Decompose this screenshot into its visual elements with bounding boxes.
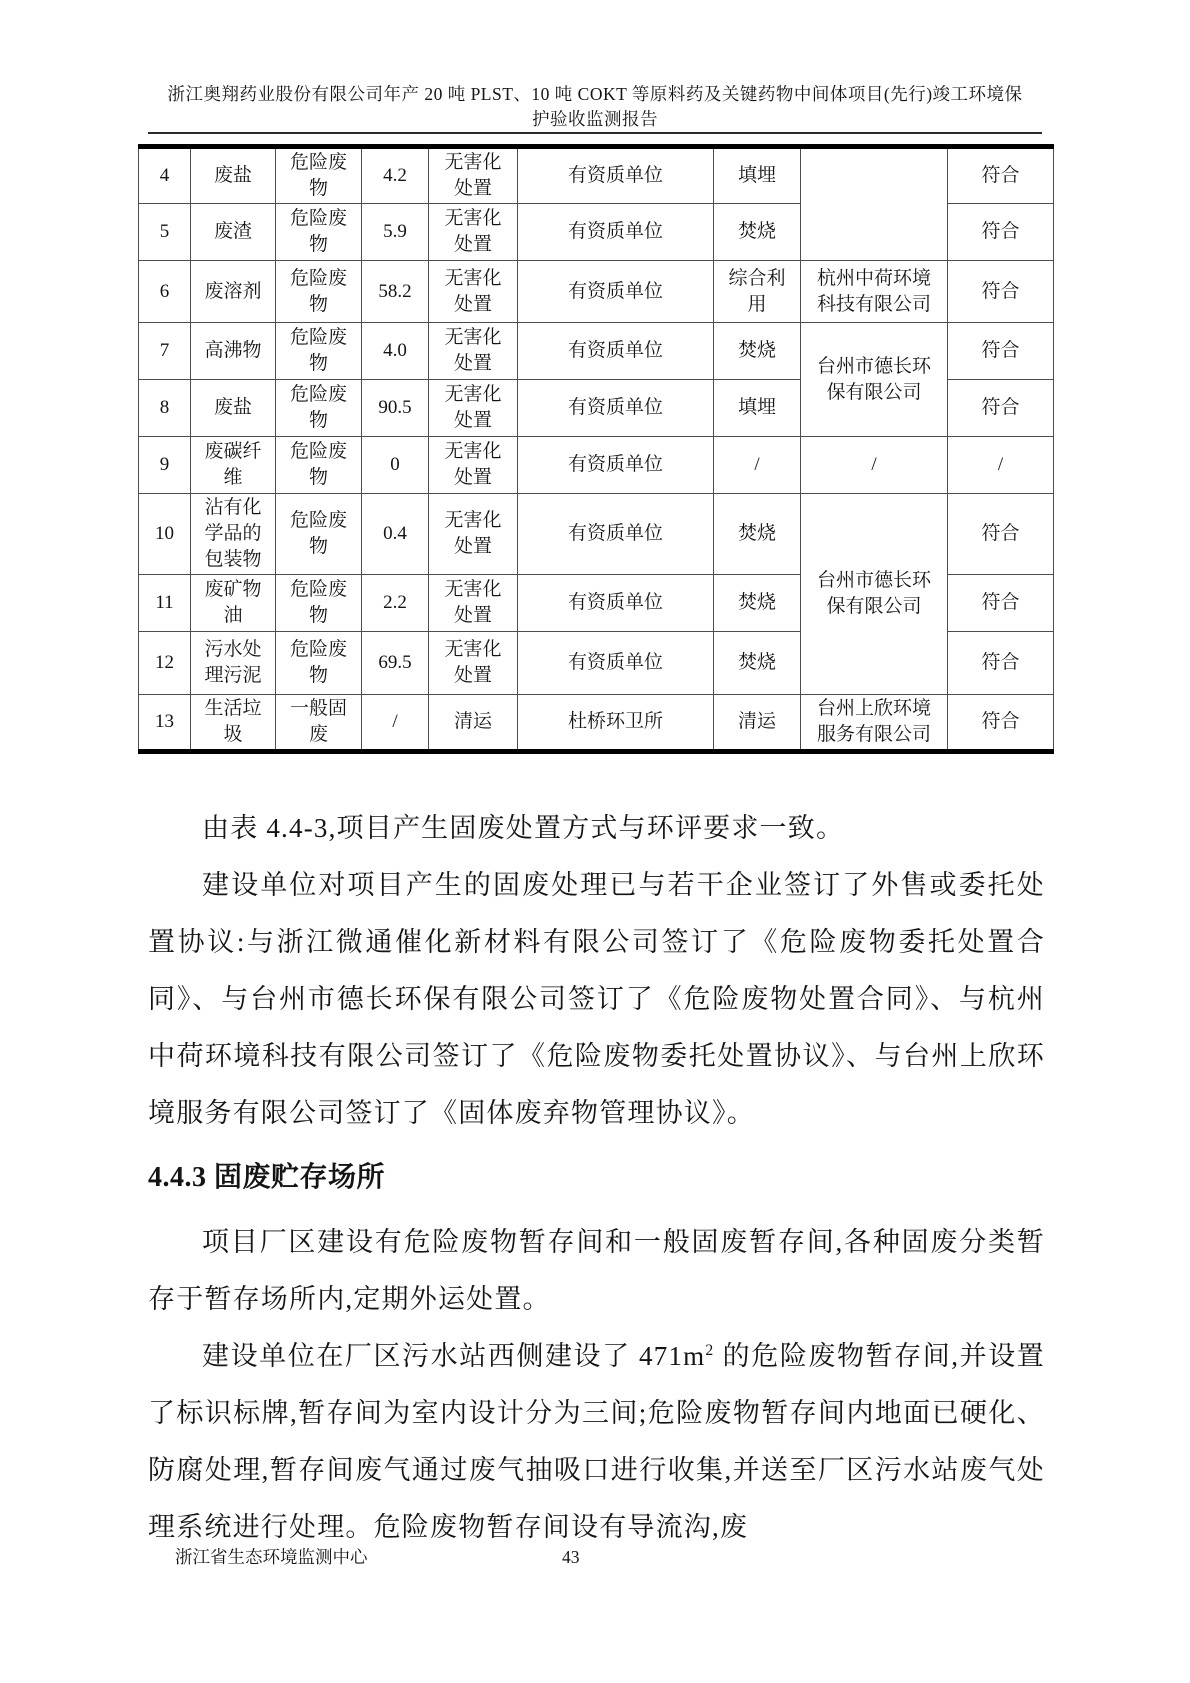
table-cell: 4.0	[362, 323, 429, 380]
table-cell: /	[801, 437, 948, 494]
table-cell: 符合	[948, 323, 1054, 380]
table-cell: 符合	[948, 632, 1054, 695]
table-cell: 焚烧	[714, 323, 801, 380]
table-cell: 杭州中荷环境科技有限公司	[801, 261, 948, 323]
table-cell: 10	[139, 494, 191, 575]
table-cell: 12	[139, 632, 191, 695]
table-cell: 9	[139, 437, 191, 494]
table-cell: 危险废物	[276, 261, 362, 323]
footer-organization: 浙江省生态环境监测中心	[175, 1547, 368, 1567]
table-cell: 杜桥环卫所	[518, 695, 714, 752]
header-rule	[148, 132, 1042, 134]
table-cell: 58.2	[362, 261, 429, 323]
table-cell: 无害化处置	[429, 494, 518, 575]
table-cell: 危险废物	[276, 632, 362, 695]
report-title: 浙江奥翔药业股份有限公司年产 20 吨 PLST、10 吨 COKT 等原料药及关键药物中间体项目(先行)竣工环境保护验收监测报告	[167, 84, 1023, 129]
table-cell: 废渣	[191, 204, 276, 261]
table-cell: 台州市德长环保有限公司	[801, 323, 948, 437]
table-cell: 危险废物	[276, 494, 362, 575]
table-cell: 符合	[948, 380, 1054, 437]
table-cell: 无害化处置	[429, 261, 518, 323]
table-cell: 有资质单位	[518, 323, 714, 380]
table-cell: 4	[139, 147, 191, 204]
table-row	[139, 147, 1054, 204]
table-cell: 4.2	[362, 147, 429, 204]
table-cell: 符合	[948, 494, 1054, 575]
table-cell: 有资质单位	[518, 261, 714, 323]
table-cell: 危险废物	[276, 204, 362, 261]
table-cell: 填埋	[714, 380, 801, 437]
table-cell: 2.2	[362, 575, 429, 632]
table-cell: 废矿物油	[191, 575, 276, 632]
table-cell	[801, 147, 948, 261]
body-paragraph: 建设单位在厂区污水站西侧建设了 $471m^2$ 的危险废物暂存间,并设置了标识标牌,暂存间为室内设计分为三间;危险废物暂存间内地面已硬化、防腐处理,暂存间废气通过废气抽吸口进行收集,并送至厂区污水站废气处理系统进行处理。危险废物暂存间设有导流沟,废	[148, 1341, 1045, 1542]
table-cell: 0	[362, 437, 429, 494]
table-cell: 沾有化学品的包装物	[191, 494, 276, 575]
table-cell: 无害化处置	[429, 575, 518, 632]
table-cell: 90.5	[362, 380, 429, 437]
table-cell: 有资质单位	[518, 632, 714, 695]
table-cell: 危险废物	[276, 380, 362, 437]
table-cell: 清运	[429, 695, 518, 752]
table-cell: 台州上欣环境服务有限公司	[801, 695, 948, 752]
body-paragraph: 建设单位对项目产生的固废处理已与若干企业签订了外售或委托处置协议:与浙江微通催化新材料有限公司签订了《危险废物委托处置合同》、与台州市德长环保有限公司签订了《危险废物处置合同》、与杭州中荷环境科技有限公司签订了《危险废物委托处置协议》、与台州上欣环境服务有限公司签订了《固体废弃物管理协议》。	[148, 870, 1045, 1128]
table-cell: 有资质单位	[518, 575, 714, 632]
table-cell: 有资质单位	[518, 494, 714, 575]
table-cell: 5.9	[362, 204, 429, 261]
table-cell: 5	[139, 204, 191, 261]
table-cell: 无害化处置	[429, 380, 518, 437]
table-cell: 69.5	[362, 632, 429, 695]
body-paragraph: 由表 4.4-3,项目产生固废处置方式与环评要求一致。	[202, 813, 845, 843]
table-cell: 高沸物	[191, 323, 276, 380]
table-cell: 符合	[948, 204, 1054, 261]
table-cell: 台州市德长环保有限公司	[801, 494, 948, 695]
body-paragraph: 项目厂区建设有危险废物暂存间和一般固废暂存间,各种固废分类暂存于暂存场所内,定期外运处置。	[148, 1227, 1045, 1314]
table-cell: 污水处理污泥	[191, 632, 276, 695]
table-cell: 危险废物	[276, 323, 362, 380]
table-cell: 8	[139, 380, 191, 437]
table-cell: 符合	[948, 261, 1054, 323]
table-cell: 有资质单位	[518, 380, 714, 437]
table-row	[139, 261, 1054, 323]
table-cell: 7	[139, 323, 191, 380]
page-header	[0, 0, 1190, 132]
table-row	[139, 695, 1054, 752]
table-cell: 13	[139, 695, 191, 752]
table-cell: 废盐	[191, 147, 276, 204]
table-cell: 6	[139, 261, 191, 323]
table-cell: 焚烧	[714, 575, 801, 632]
table-cell: /	[362, 695, 429, 752]
solid-waste-disposal-table	[138, 144, 1054, 754]
table-cell: /	[714, 437, 801, 494]
table-cell: 符合	[948, 695, 1054, 752]
footer-page-number: 43	[562, 1547, 580, 1567]
table-cell: 废碳纤维	[191, 437, 276, 494]
table-cell: 综合利用	[714, 261, 801, 323]
table-cell: 危险废物	[276, 437, 362, 494]
section-heading: 4.4.3 固废贮存场所	[148, 1162, 386, 1193]
document-body	[148, 800, 1045, 1556]
table-cell: 废盐	[191, 380, 276, 437]
table-cell: 焚烧	[714, 632, 801, 695]
table-cell: 危险废物	[276, 147, 362, 204]
table-cell: 危险废物	[276, 575, 362, 632]
table-cell: 符合	[948, 575, 1054, 632]
table-row	[139, 437, 1054, 494]
table-cell: /	[948, 437, 1054, 494]
table-cell: 生活垃圾	[191, 695, 276, 752]
table-cell: 一般固废	[276, 695, 362, 752]
table-cell: 焚烧	[714, 494, 801, 575]
table-cell: 焚烧	[714, 204, 801, 261]
table-cell: 填埋	[714, 147, 801, 204]
table-cell: 有资质单位	[518, 204, 714, 261]
table-cell: 有资质单位	[518, 147, 714, 204]
table-cell: 无害化处置	[429, 632, 518, 695]
table-cell: 11	[139, 575, 191, 632]
table-cell: 废溶剂	[191, 261, 276, 323]
table-cell: 符合	[948, 147, 1054, 204]
table-row	[139, 323, 1054, 380]
table-cell: 清运	[714, 695, 801, 752]
table-cell: 无害化处置	[429, 323, 518, 380]
solid-waste-table-body	[139, 147, 1054, 752]
table-cell: 有资质单位	[518, 437, 714, 494]
table-cell: 0.4	[362, 494, 429, 575]
table-row	[139, 494, 1054, 575]
table-cell: 无害化处置	[429, 147, 518, 204]
table-cell: 无害化处置	[429, 437, 518, 494]
table-cell: 无害化处置	[429, 204, 518, 261]
